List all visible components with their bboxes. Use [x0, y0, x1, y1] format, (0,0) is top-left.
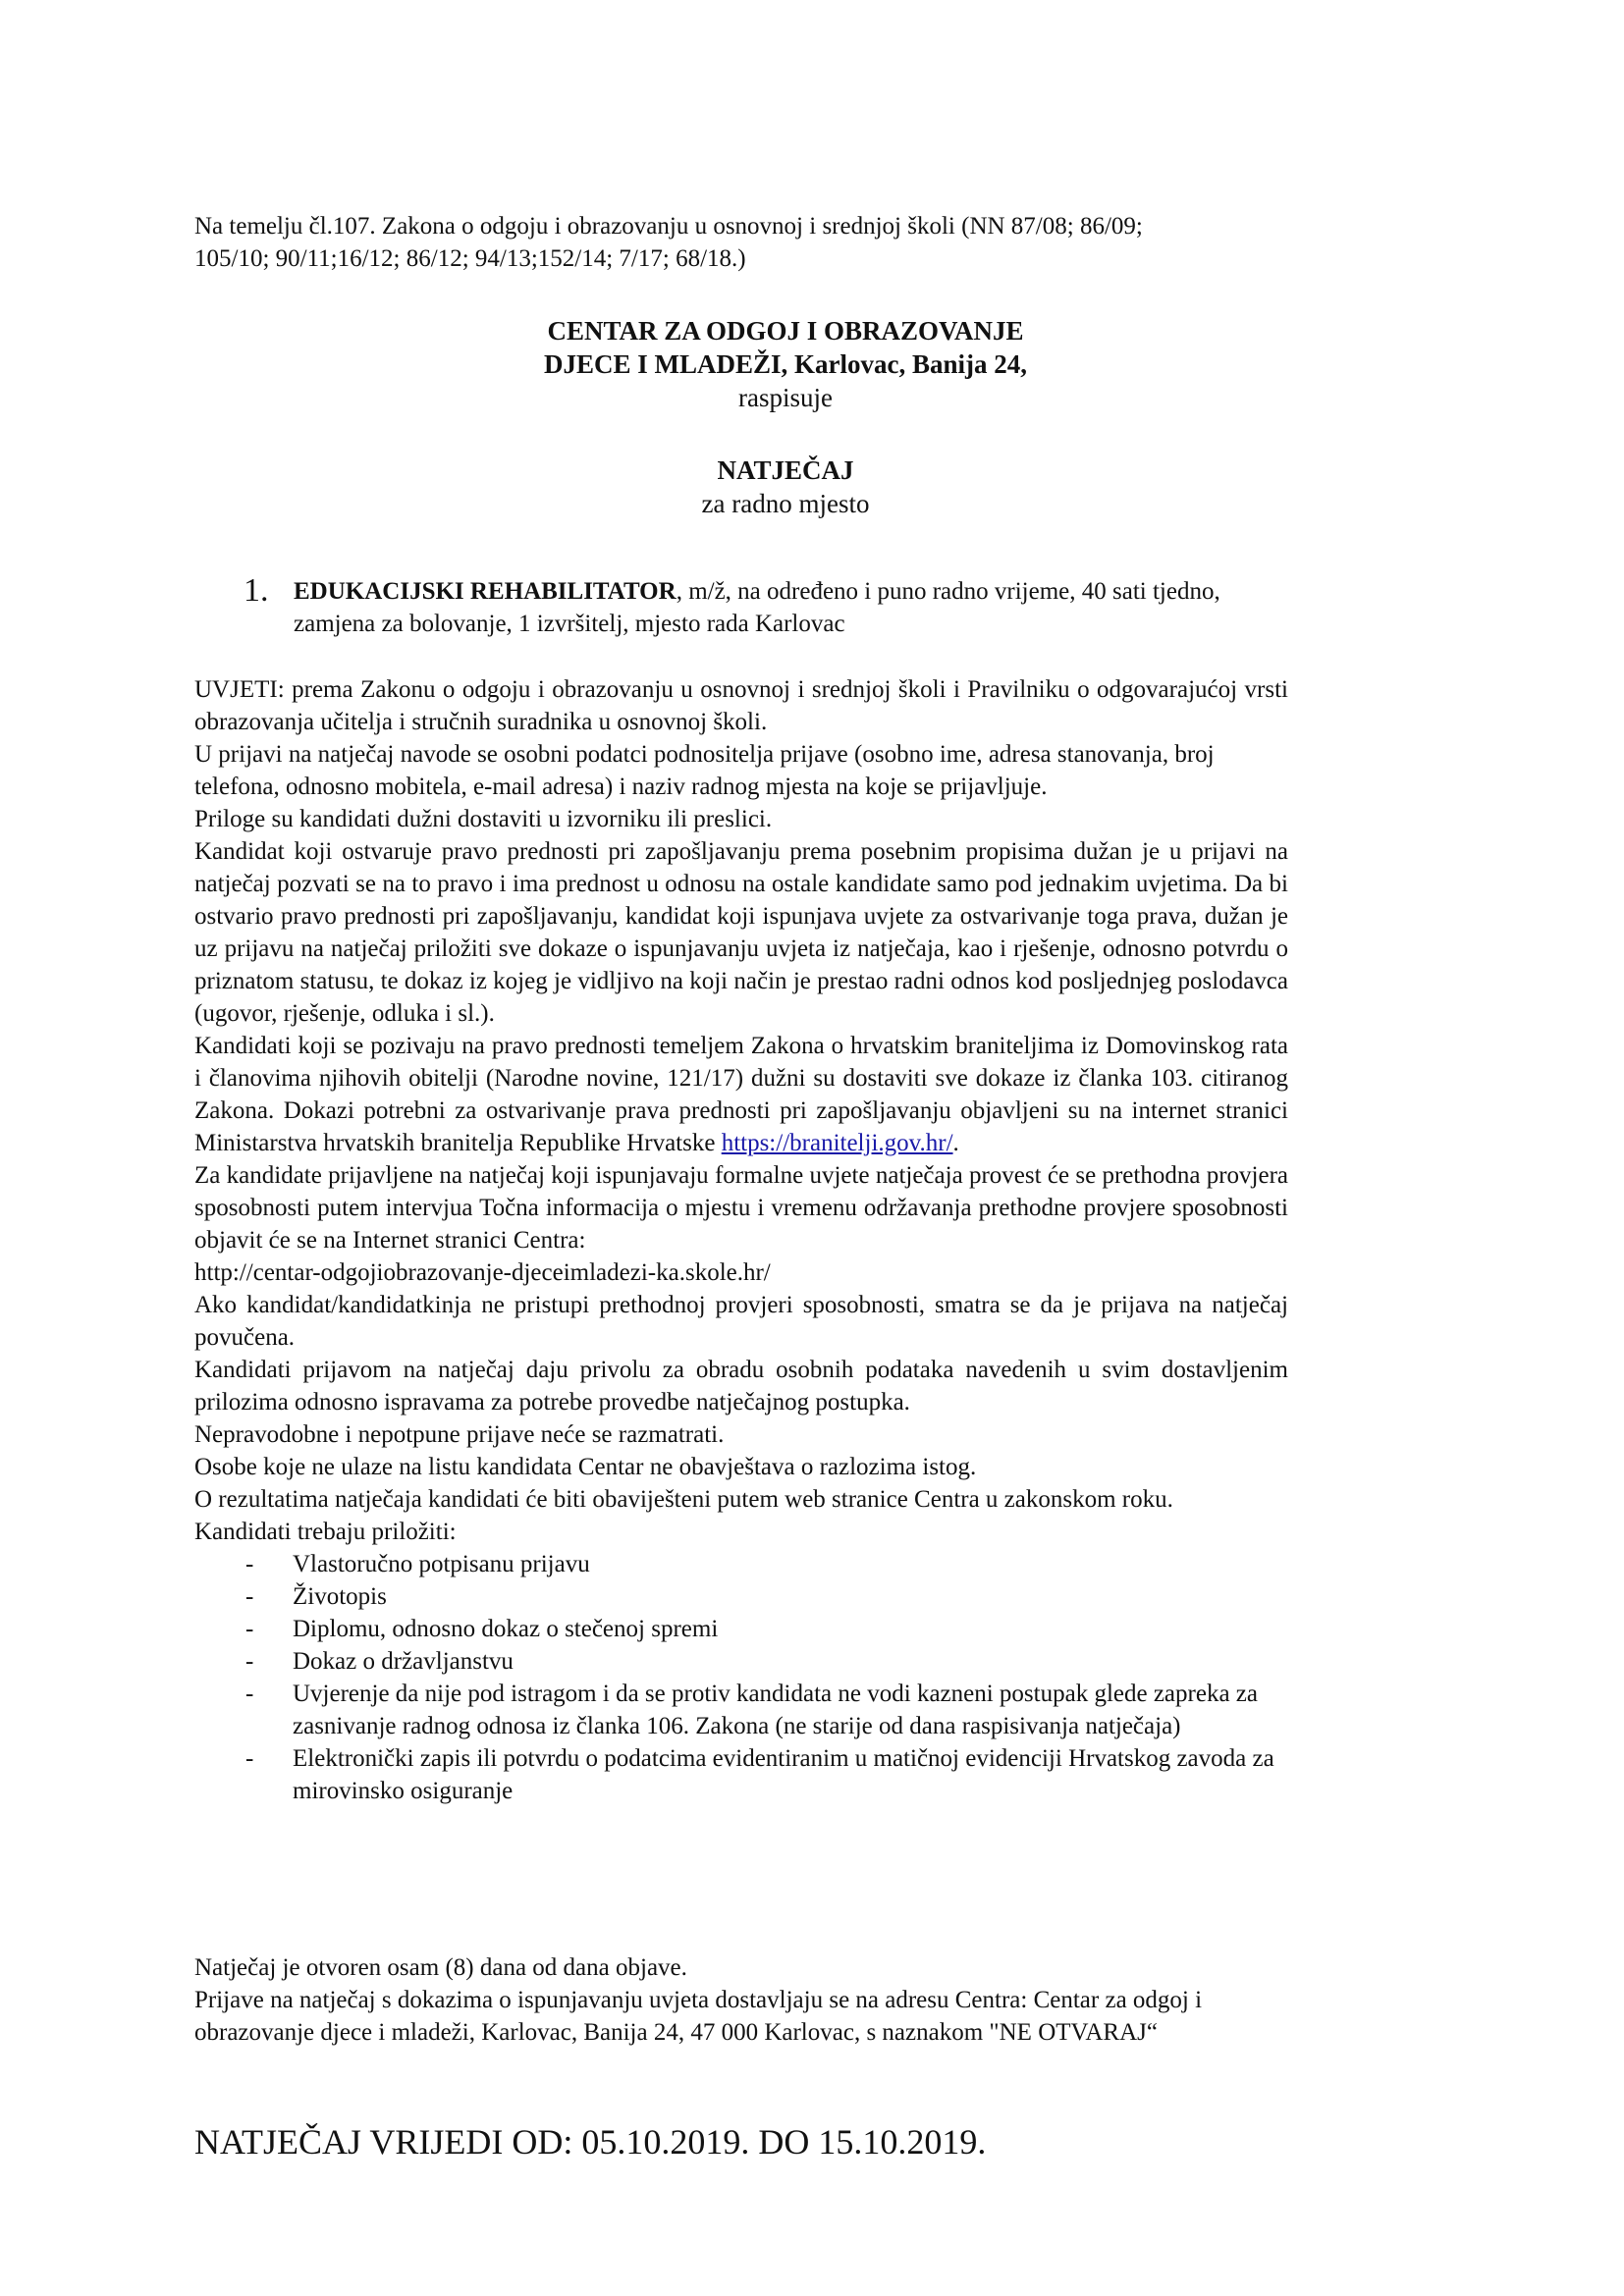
organization-name-line-1: CENTAR ZA ODGOJ I OBRAZOVANJE [547, 316, 1024, 346]
application-data-paragraph: U prijavi na natječaj navode se osobni podatci podnositelja prijave (osobno ime, adresa stanovanja, broj telefona, odnosno mobitela, e-mail adresa) i naziv radnog mjesta na koje se prijavljuje. [194, 741, 1215, 800]
dash-bullet-icon: - [245, 1551, 254, 1577]
list-item [194, 1742, 1288, 1807]
open-period-text: Natječaj je otvoren osam (8) dana od dana objave. [194, 1954, 687, 1981]
list-item [194, 1548, 1288, 1580]
list-item-text: Životopis [293, 1583, 387, 1610]
dash-bullet-icon: - [245, 1616, 254, 1642]
legal-basis [194, 210, 1294, 275]
document-subtitle: za radno mjesto [701, 489, 870, 518]
validity-period: NATJEČAJ VRIJEDI OD: 05.10.2019. DO 15.10.2019. [194, 2122, 987, 2162]
position-description: , m/ž, na određeno i puno radno vrijeme, 40 sati tjedno, zamjena za bolovanje, 1 izvršitelj, mjesto rada Karlovac [294, 578, 1220, 637]
dash-bullet-icon: - [245, 1745, 254, 1772]
conditions-paragraph: UVJETI: prema Zakonu o odgoju i obrazovanju u osnovnoj i srednjoj školi i Pravilniku o odgovarajućoj vrsti obrazovanja učitelja i stručnih suradnika u osnovnoj školi. [194, 676, 1288, 735]
announces-text: raspisuje [738, 383, 833, 412]
results-paragraph: O rezultatima natječaja kandidati će biti obaviješteni putem web stranice Centra u zakonskom roku. [194, 1486, 1173, 1513]
attachments-intro: Kandidati trebaju priložiti: [194, 1519, 457, 1545]
center-url: http://centar-odgojiobrazovanje-djeceimladezi-ka.skole.hr/ [194, 1259, 771, 1286]
list-item [194, 1580, 1288, 1613]
priority-right-paragraph: Kandidat koji ostvaruje pravo prednosti pri zapošljavanju prema posebnim propisima dužan je u prijavi na natječaj pozvati se na to pravo i ima prednost u odnosu na ostale kandidate samo pod jednakim uvjetima. Da bi ostvario pravo prednosti pri zapošljavanju, kandidat koji ispunjava uvjete za ostvarivanje toga prava, dužan je uz prijavu na natječaj priložiti sve dokaze o ispunjavanju uvjeta iz natječaja, kao i rješenje, odnosno potvrdu o priznatom statusu, te dokaz iz kojeg je vidljivo na koji način je prestao radni odnos kod posljednjeg poslodavca (ugovor, rješenje, odluka i sl.). [194, 838, 1288, 1027]
legal-basis-line-2: 105/10; 90/11;16/12; 86/12; 94/13;152/14; 7/17; 68/18.) [194, 245, 746, 272]
veterans-paragraph [194, 1030, 1288, 1159]
position-item [244, 572, 1284, 640]
document-title: NATJEČAJ [717, 455, 854, 485]
document-heading [295, 454, 1276, 520]
veterans-ministry-link[interactable]: https://branitelji.gov.hr/ [721, 1130, 953, 1156]
organization-header [295, 314, 1276, 414]
list-item-text: Elektronički zapis ili potvrdu o podatcima evidentiranim u matičnoj evidenciji Hrvatskog zavoda za mirovinsko osiguranje [293, 1745, 1274, 1804]
list-item-text: Uvjerenje da nije pod istragom i da se protiv kandidata ne vodi kazneni postupak glede zapreka za zasnivanje radnog odnosa iz članka 106. Zakona (ne starije od dana raspisivanja natječaja) [293, 1681, 1258, 1739]
list-item [194, 1613, 1288, 1645]
attachments-form-paragraph: Priloge su kandidati dužni dostaviti u izvorniku ili preslici. [194, 806, 773, 832]
organization-name-line-2: DJECE I MLADEŽI, Karlovac, Banija 24, [543, 349, 1028, 379]
list-item-text: Diplomu, odnosno dokaz o stečenoj spremi [293, 1616, 719, 1642]
dash-bullet-icon: - [245, 1583, 254, 1610]
position-title: EDUKACIJSKI REHABILITATOR [294, 578, 677, 605]
list-item [194, 1645, 1288, 1678]
incomplete-paragraph: Nepravodobne i nepotpune prijave neće se razmatrati. [194, 1421, 725, 1448]
dash-bullet-icon: - [245, 1681, 254, 1707]
dash-bullet-icon: - [245, 1648, 254, 1675]
list-item [194, 1678, 1288, 1742]
list-item-text: Dokaz o državljanstvu [293, 1648, 514, 1675]
not-listed-paragraph: Osobe koje ne ulaze na listu kandidata Centar ne obavještava o razlozima istog. [194, 1454, 977, 1480]
document-footer [194, 1951, 1288, 2049]
veterans-text: Kandidati koji se pozivaju na pravo prednosti temeljem Zakona o hrvatskim braniteljima iz Domovinskog rata i članovima njihovih obitelji (Narodne novine, 121/17) dužni su dostaviti sve dokaze iz članka 103. citiranog Zakona. Dokazi potrebni za ostvarivanje prava prednosti pri zapošljavanju objavljeni su na internet stranici Ministarstva hrvatskih branitelja Republike Hrvatske [194, 1033, 1288, 1156]
position-number: 1. [244, 572, 269, 609]
list-item-text: Vlastoručno potpisanu prijavu [293, 1551, 590, 1577]
legal-basis-line-1: Na temelju čl.107. Zakona o odgoju i obrazovanju u osnovnoj i srednjoj školi (NN 87/08; 86/09; [194, 213, 1143, 240]
consent-paragraph: Kandidati prijavom na natječaj daju privolu za obradu osobnih podataka navedenih u svim dostavljenim prilozima odnosno ispravama za potrebe provedbe natječajnog postupka. [194, 1357, 1288, 1415]
interview-paragraph: Za kandidate prijavljene na natječaj koji ispunjavaju formalne uvjete natječaja provest će se prethodna provjera sposobnosti putem intervjua Točna informacija o mjestu i vremenu održavanja prethodne provjere sposobnosti objavit će se na Internet stranici Centra: [194, 1162, 1288, 1254]
position-text [294, 575, 1284, 640]
attachments-list [194, 1548, 1288, 1807]
no-show-paragraph: Ako kandidat/kandidatkinja ne pristupi prethodnoj provjeri sposobnosti, smatra se da je prijava na natječaj povučena. [194, 1292, 1288, 1351]
veterans-end: . [952, 1130, 959, 1156]
submission-text: Prijave na natječaj s dokazima o ispunjavanju uvjeta dostavljaju se na adresu Centra: Centar za odgoj i obrazovanje djece i mladeži, Karlovac, Banija 24, 47 000 Karlovac, s naznakom "NE OTVARAJ“ [194, 1987, 1203, 2046]
document-body [194, 673, 1288, 1807]
